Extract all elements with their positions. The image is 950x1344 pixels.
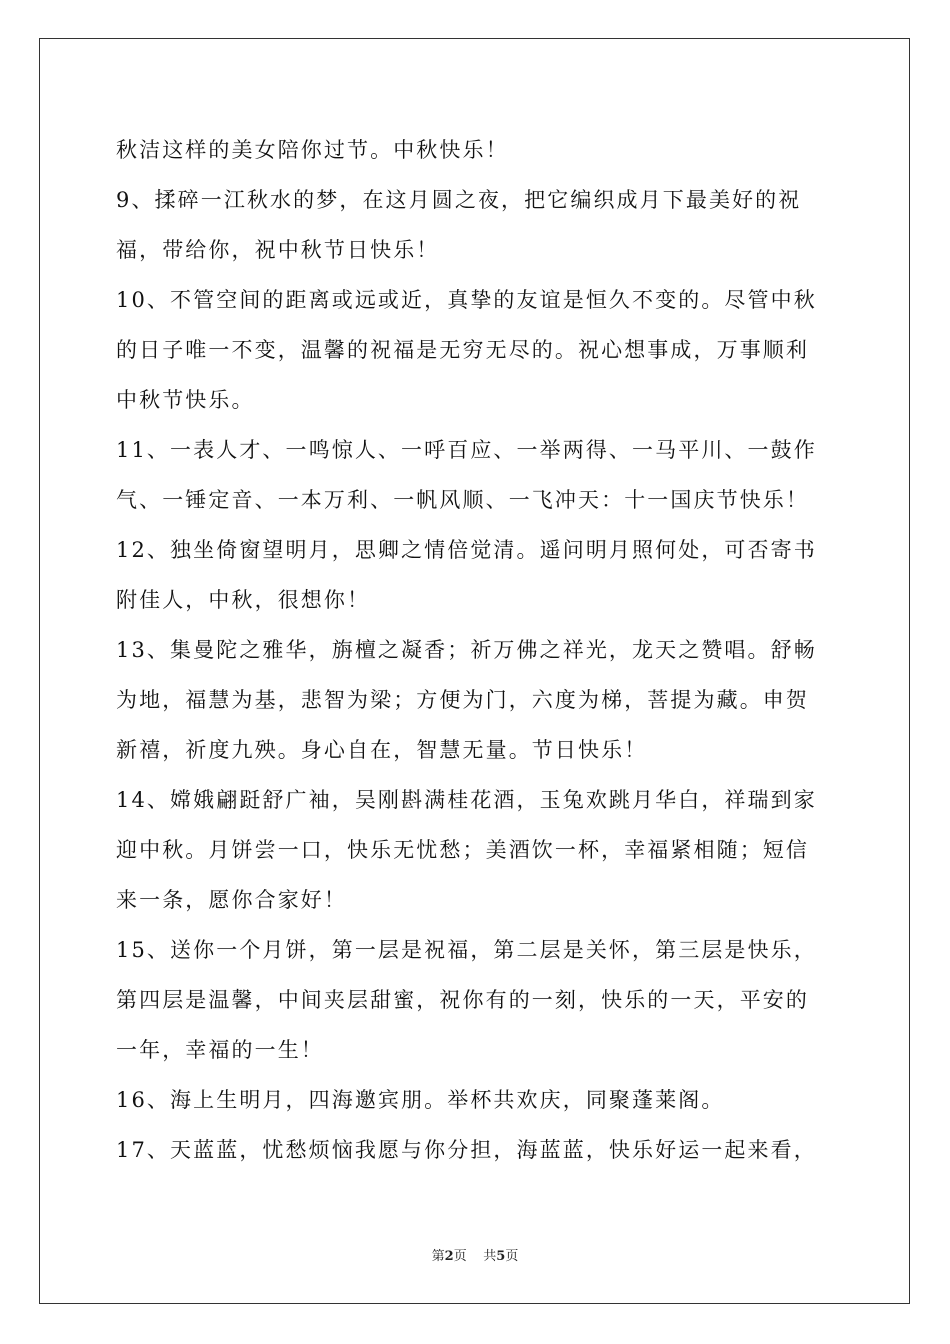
body-text-line: 11、一表人才、一鸣惊人、一呼百应、一举两得、一马平川、一鼓作 [116,438,817,462]
body-text-line: 9、揉碎一江秋水的梦，在这月圆之夜，把它编织成月下最美好的祝 [116,188,802,212]
body-text-line: 气、一锤定音、一本万利、一帆风顺、一飞冲天：十一国庆节快乐！ [116,488,809,512]
body-text-line: 的日子唯一不变，温馨的祝福是无穷无尽的。祝心想事成，万事顺利 [116,338,809,362]
body-text-line: 秋洁这样的美女陪你过节。中秋快乐！ [116,138,509,162]
body-text-line: 一年，幸福的一生！ [116,1038,324,1062]
body-text-line: 附佳人，中秋，很想你！ [116,588,371,612]
body-text-line: 10、不管空间的距离或远或近，真挚的友谊是恒久不变的。尽管中秋 [116,288,817,312]
body-text-line: 16、海上生明月，四海邀宾朋。举杯共欢庆，同聚蓬莱阁。 [116,1088,725,1112]
page-number: 第2页 [431,1249,467,1264]
body-text-line: 第四层是温馨，中间夹层甜蜜，祝你有的一刻，快乐的一天，平安的 [116,988,809,1012]
body-text-line: 新禧，祈度九殃。身心自在，智慧无量。节日快乐！ [116,738,648,762]
body-text-line: 17、天蓝蓝，忧愁烦恼我愿与你分担，海蓝蓝，快乐好运一起来看， [116,1138,817,1162]
body-text-line: 13、集曼陀之雅华，旃檀之凝香；祈万佛之祥光，龙天之赞唱。舒畅 [116,638,817,662]
body-text-line: 中秋节快乐。 [116,388,255,412]
body-text-line: 福，带给你，祝中秋节日快乐！ [116,238,440,262]
body-text-line: 为地，福慧为基，悲智为梁；方便为门，六度为梯，菩提为藏。申贺 [116,688,809,712]
page-border [39,38,910,1304]
body-text-line: 12、独坐倚窗望明月，思卿之情倍觉清。遥问明月照何处，可否寄书 [116,538,817,562]
body-text-line: 15、送你一个月饼，第一层是祝福，第二层是关怀，第三层是快乐， [116,938,817,962]
body-text-line: 迎中秋。月饼尝一口，快乐无忧愁；美酒饮一杯，幸福紧相随；短信 [116,838,809,862]
page-total: 共5页 [483,1249,519,1264]
body-text-line: 14、嫦娥翩跹舒广袖，吴刚斟满桂花酒，玉兔欢跳月华白，祥瑞到家 [116,788,817,812]
page-footer [0,1249,950,1265]
body-text-line: 来一条，愿你合家好！ [116,888,347,912]
